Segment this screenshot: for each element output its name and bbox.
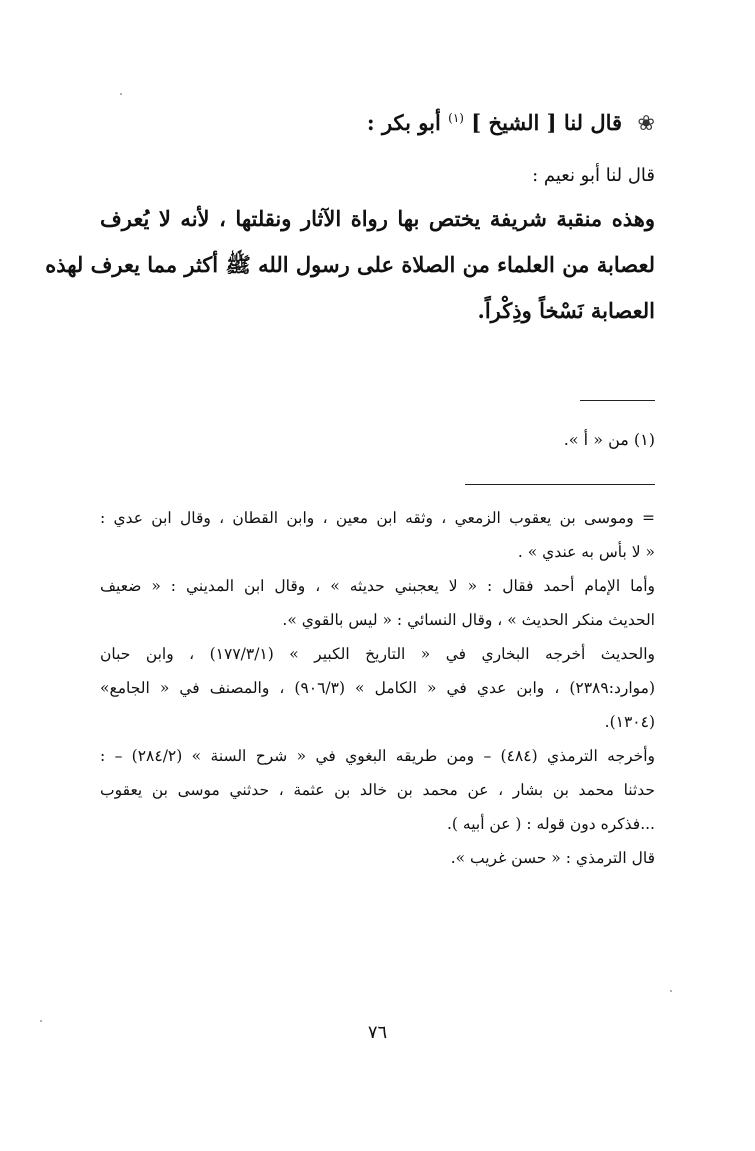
footnote-divider	[580, 400, 655, 401]
scan-speck	[40, 1020, 42, 1022]
note-line: وأما الإمام أحمد فقال : « لا يعجبني حديثه » ، وقال ابن المديني : « ضعيف	[100, 577, 655, 595]
main-text-line: لعصابة من العلماء من الصلاة على رسول الله ﷺ أكثر مما يعرف لهذه	[45, 252, 655, 277]
scan-speck	[120, 93, 122, 95]
note-line: (١٣٠٤).	[604, 713, 655, 731]
flower-ornament-icon: ❀	[637, 111, 655, 135]
heading-suffix: أبو بكر :	[366, 110, 441, 135]
note-line: حدثنا محمد بن بشار ، عن محمد بن خالد بن عثمة ، حدثني موسى بن يعقوب	[100, 781, 655, 799]
page-number: ٧٦	[367, 1022, 388, 1043]
notes-divider	[465, 484, 655, 485]
note-line: ...فذكره دون قوله : ( عن أبيه ).	[447, 815, 655, 833]
note-line: قال الترمذي : « حسن غريب ».	[450, 849, 655, 867]
main-paragraph	[45, 196, 655, 334]
footnote-marker: (١)	[448, 111, 464, 125]
heading-prefix: قال لنا [ الشيخ ]	[471, 110, 623, 135]
narrator-line: قال لنا أبو نعيم :	[532, 165, 655, 186]
note-line: الحديث منكر الحديث » ، وقال النسائي : « ليس بالقوي ».	[282, 611, 655, 629]
main-text-line: وهذه منقبة شريفة يختص بها رواة الآثار ونقلتها ، لأنه لا يُعرف	[100, 206, 655, 231]
section-heading	[367, 110, 655, 135]
note-line: « لا بأس به عندي » .	[517, 543, 655, 561]
note-line: والحديث أخرجه البخاري في « التاريخ الكبير » (١٧٧/٣/١) ، وابن حبان	[100, 645, 655, 663]
note-line: (موارد:٢٣٨٩) ، وابن عدي في « الكامل » (٩٠٦/٣) ، والمصنف في « الجامع»	[100, 679, 655, 697]
notes-block	[100, 501, 655, 875]
note-line: وأخرجه الترمذي (٤٨٤) – ومن طريقه البغوي في « شرح السنة » (٢٨٤/٢) – :	[100, 747, 655, 765]
note-line: = وموسى بن يعقوب الزمعي ، وثقه ابن معين ، وابن القطان ، وقال ابن عدي :	[100, 509, 655, 527]
main-text-line: العصابة نَسْخاً وذِكْراً.	[477, 298, 655, 323]
footnote-1: (١) من « أ ».	[563, 430, 655, 449]
scan-speck	[670, 990, 672, 992]
